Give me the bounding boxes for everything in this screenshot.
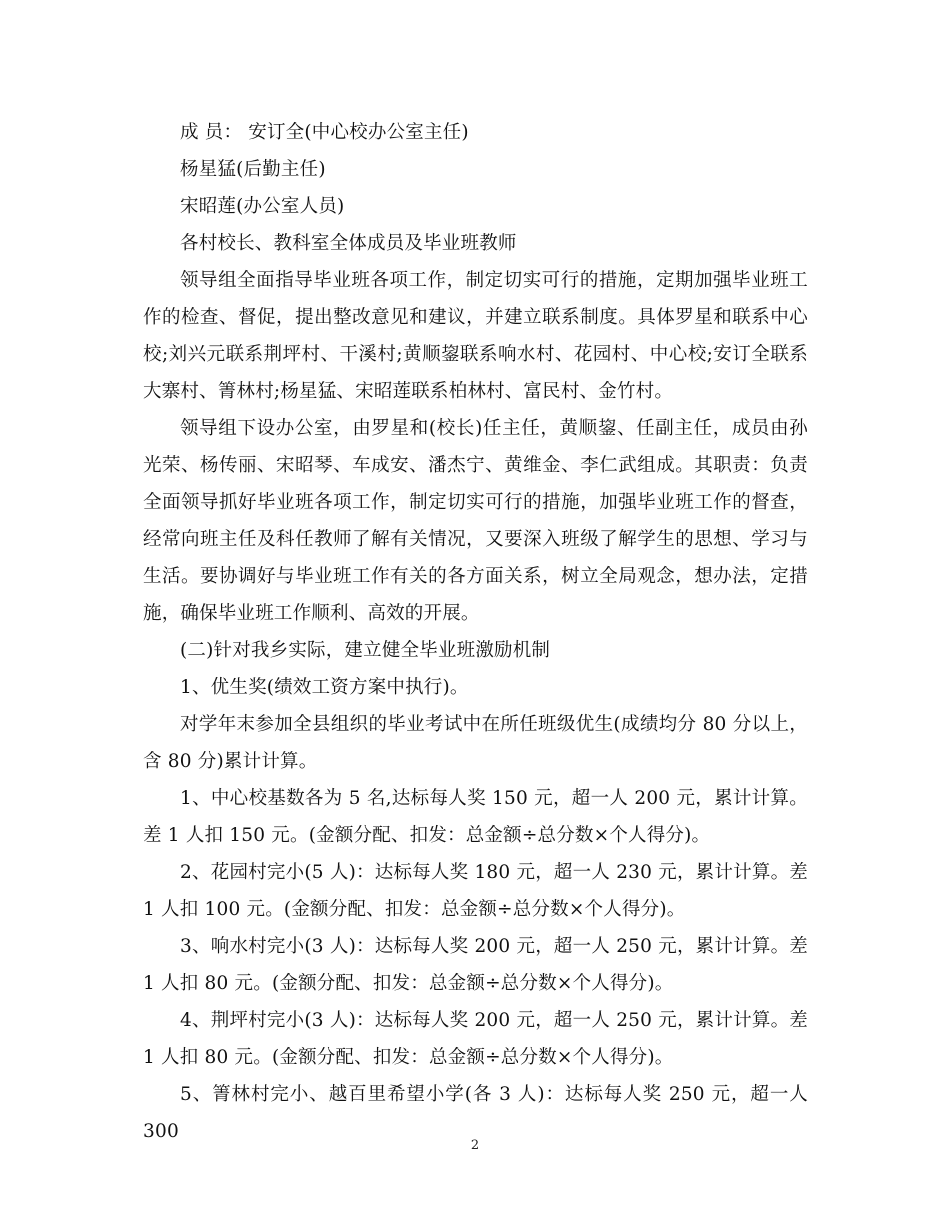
list-item: 4、荆坪村完小(3 人)：达标每人奖 200 元，超一人 250 元，累计计算。差 1 人扣 80 元。(金额分配、扣发：总金额÷总分数×个人得分)。 xyxy=(143,1010,808,1068)
list-item: 3、响水村完小(3 人)：达标每人奖 200 元，超一人 250 元，累计计算。差 1 人扣 80 元。(金额分配、扣发：总金额÷总分数×个人得分)。 xyxy=(143,936,808,994)
document-body xyxy=(143,114,808,1150)
paragraph: 1、优生奖(绩效工资方案中执行)。 xyxy=(180,677,469,698)
paragraph: 领导组下设办公室，由罗星和(校长)任主任，黄顺鋆、任副主任，成员由孙光荣、杨传丽、宋昭琴、车成安、潘杰宁、黄维金、李仁武组成。其职责：负责全面领导抓好毕业班各项工作，制定切实可行的措施，加强毕业班工作的督查，经常向班主任及科任教师了解有关情况，又要深入班级了解学生的思想、学习与生活。要协调好与毕业班工作有关的各方面关系，树立全局观念，想办法，定措施，确保毕业班工作顺利、高效的开展。 xyxy=(143,418,808,624)
paragraph: 成 员： 安订全(中心校办公室主任) xyxy=(180,122,469,143)
paragraph: 领导组全面指导毕业班各项工作，制定切实可行的措施，定期加强毕业班工作的检查、督促，提出整改意见和建议，并建立联系制度。具体罗星和联系中心校;刘兴元联系荆坪村、干溪村;黄顺鋆联系响水村、花园村、中心校;安订全联系大寨村、箐林村;杨星猛、宋昭莲联系柏林村、富民村、金竹村。 xyxy=(143,270,808,402)
page-number: 2 xyxy=(470,1138,480,1153)
paragraph: 各村校长、教科室全体成员及毕业班教师 xyxy=(180,233,517,254)
list-item: 5、箐林村完小、越百里希望小学(各 3 人)：达标每人奖 250 元，超一人 300 xyxy=(143,1084,808,1142)
list-item: 2、花园村完小(5 人)：达标每人奖 180 元，超一人 230 元，累计计算。差 1 人扣 100 元。(金额分配、扣发：总金额÷总分数×个人得分)。 xyxy=(143,862,808,920)
paragraph: 杨星猛(后勤主任) xyxy=(180,159,326,180)
list-item: 1、中心校基数各为 5 名,达标每人奖 150 元，超一人 200 元，累计计算。差 1 人扣 150 元。(金额分配、扣发：总金额÷总分数×个人得分)。 xyxy=(143,788,808,846)
section-heading: (二)针对我乡实际，建立健全毕业班激励机制 xyxy=(180,640,551,661)
paragraph: 对学年末参加全县组织的毕业考试中在所任班级优生(成绩均分 80 分以上，含 80 分)累计计算。 xyxy=(143,714,808,772)
paragraph: 宋昭莲(办公室人员) xyxy=(180,196,345,217)
